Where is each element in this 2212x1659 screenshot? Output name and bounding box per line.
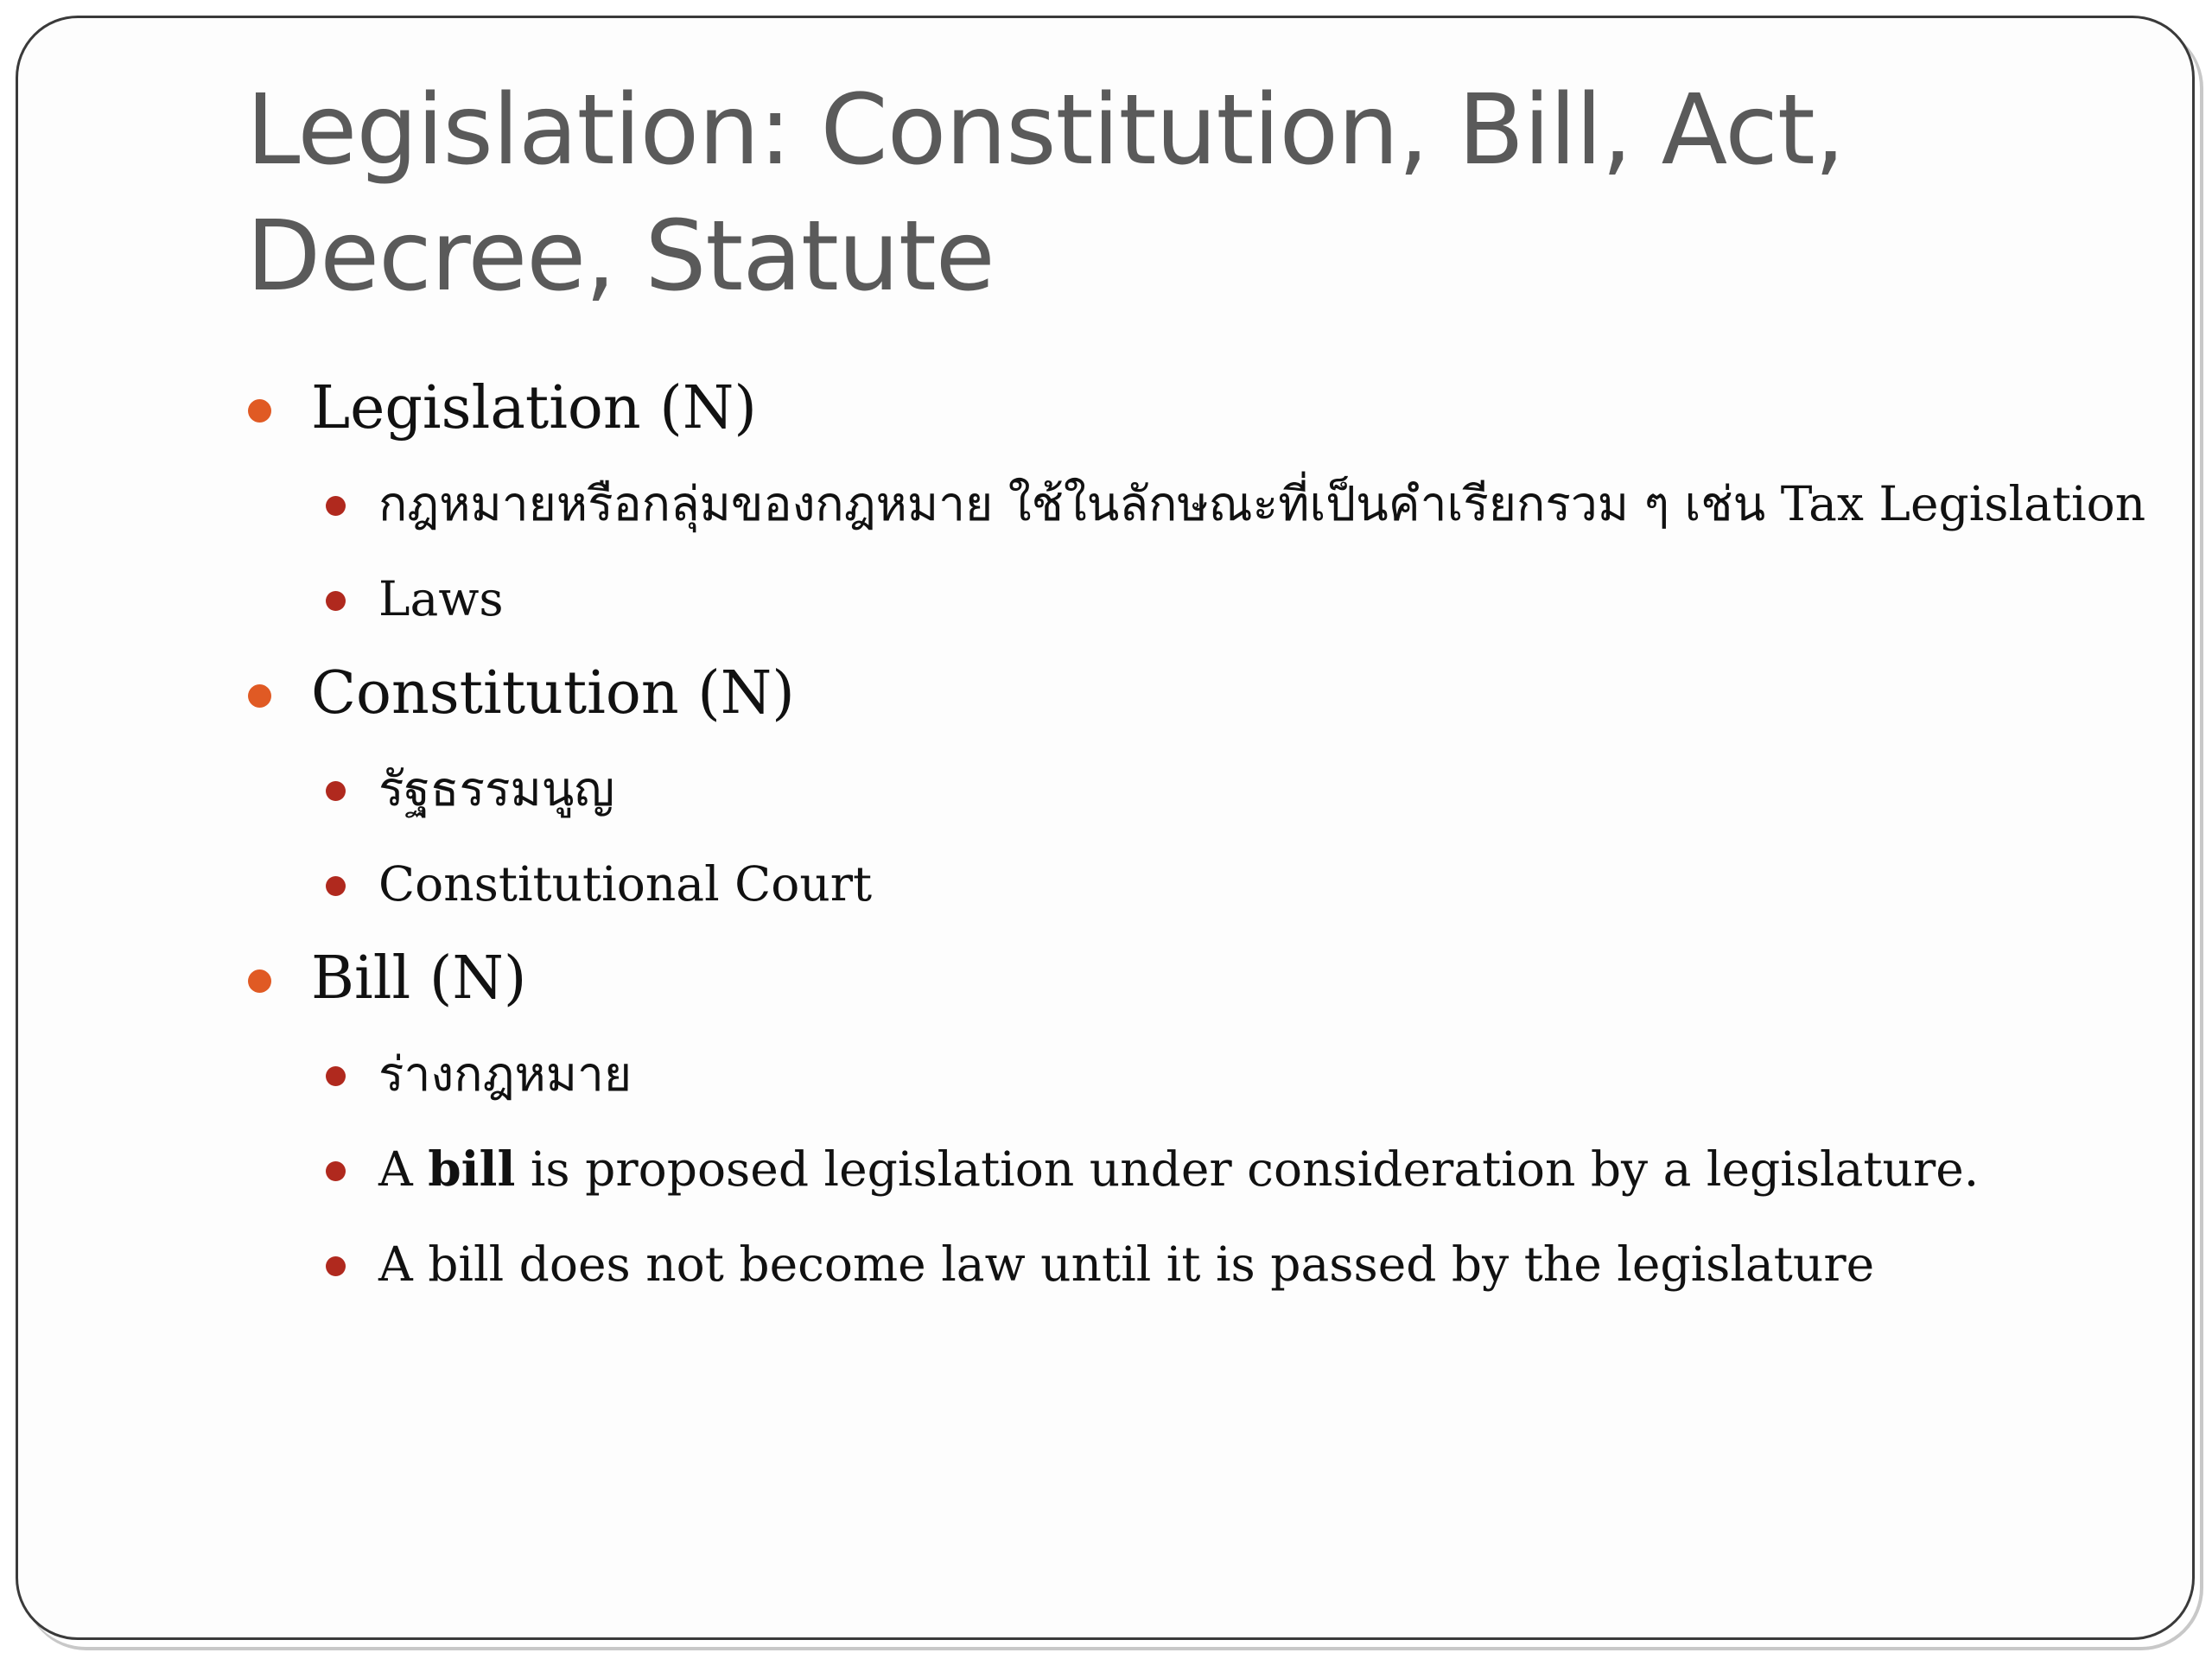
- bullet-text: Laws: [378, 571, 504, 626]
- bullet-text: A bill does not become law until it is passed by the legislature: [378, 1236, 1875, 1292]
- sub-bullet-dot: [326, 496, 346, 516]
- sub-bullet-bill-law: [246, 1217, 2147, 1312]
- sub-bullet-dot: [326, 591, 346, 611]
- bullet-text-post: is proposed legislation under consideration by a legislature.: [515, 1141, 1980, 1197]
- sub-bullet-dot: [326, 1256, 346, 1276]
- bullet-legislation: [246, 361, 2147, 456]
- sub-bullet-constitution-thai: [246, 741, 2147, 836]
- slide-title: [246, 67, 2104, 320]
- bullet-text: Constitution (N): [311, 659, 795, 728]
- sub-bullet-dot: [326, 1066, 346, 1086]
- sub-bullet-constitutional-court: [246, 836, 2147, 931]
- sub-bullet-bill-thai: [246, 1027, 2147, 1122]
- sub-bullet-dot: [326, 1161, 346, 1181]
- bullet-constitution: [246, 646, 2147, 741]
- bullet-text: ร่างกฎหมาย: [378, 1046, 632, 1102]
- bullet-bill: [246, 931, 2147, 1027]
- sub-bullet-bill-definition: [246, 1122, 2147, 1217]
- sub-bullet-dot: [326, 781, 346, 801]
- bullet-dot: [248, 969, 271, 993]
- bullet-list: [246, 361, 2147, 1312]
- bullet-text: รัฐธรรมนูญ: [378, 761, 615, 817]
- bullet-text-bold: bill: [428, 1141, 516, 1197]
- sub-bullet-legislation-thai: [246, 456, 2147, 551]
- bullet-text-pre: A: [378, 1141, 429, 1197]
- bullet-dot: [248, 399, 271, 423]
- sub-bullet-laws: [246, 551, 2147, 646]
- sub-bullet-dot: [326, 876, 346, 896]
- title-line-2: Decree, Statute: [246, 200, 995, 313]
- bullet-text: กฎหมายหรือกลุ่มของกฎหมาย ใช้ในลักษณะที่เป็นคำเรียกรวม ๆ เช่น Tax Legislation: [378, 476, 2146, 531]
- bullet-text: Legislation (N): [311, 374, 757, 442]
- bullet-dot: [248, 684, 271, 708]
- title-line-1: Legislation: Constitution, Bill, Act,: [246, 74, 1845, 187]
- bullet-text: Bill (N): [311, 944, 527, 1013]
- bullet-text: Constitutional Court: [378, 856, 873, 912]
